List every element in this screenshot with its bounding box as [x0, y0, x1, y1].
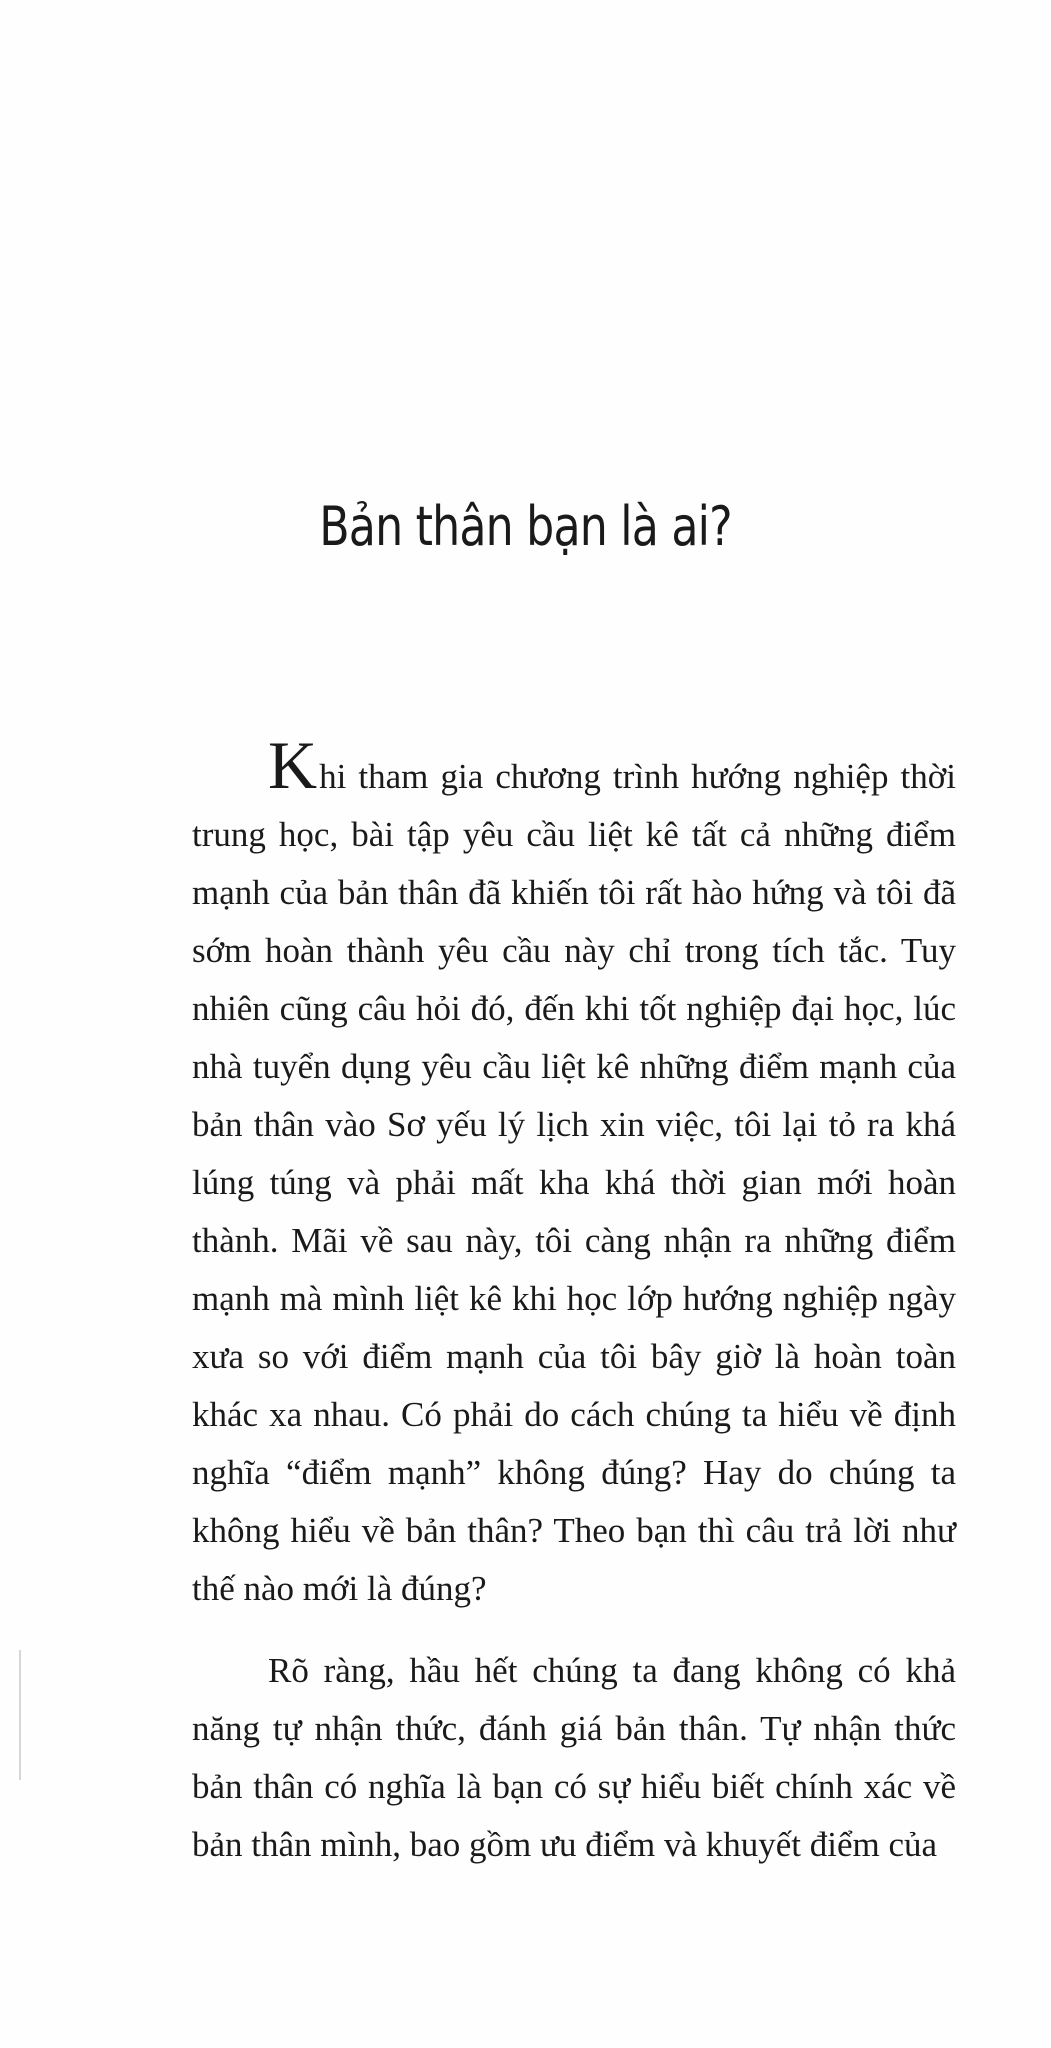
chapter-title: Bản thân bạn là ai?	[319, 495, 732, 558]
drop-cap: K	[268, 727, 318, 803]
paragraph-first-text: hi tham gia chương trình hướng nghiệp thời trung học, bài tập yêu cầu liệt kê tất cả những điểm mạnh của bản thân đã khiến tôi rất hào hứng và tôi đã sớm hoàn thành yêu cầu này chỉ trong tích tắc. Tuy nhiên cũng câu hỏi đó, đến khi tốt nghiệp đại học, lúc nhà tuyển dụng yêu cầu liệt kê những điểm mạnh của bản thân vào Sơ yếu lý lịch xin việc, tôi lại tỏ ra khá lúng túng và phải mất kha khá thời gian mới hoàn thành. Mãi về sau này, tôi càng nhận ra những điểm mạnh mà mình liệt kê khi học lớp hướng nghiệp ngày xưa so với điểm mạnh của tôi bây giờ là hoàn toàn khác xa nhau. Có phải do cách chúng ta hiểu về định nghĩa “điểm mạnh” không đúng? Hay do chúng ta không hiểu về bản thân? Theo bạn thì câu trả lời như thế nào mới là đúng?	[192, 757, 956, 1608]
scan-margin-line	[19, 1650, 21, 1780]
paragraph-second: Rõ ràng, hầu hết chúng ta đang không có khả năng tự nhận thức, đánh giá bản thân. Tự nhận thức bản thân có nghĩa là bạn có sự hiểu biết chính xác về bản thân mình, bao gồm ưu điểm và khuyết điểm của	[192, 1651, 956, 1864]
paragraph-first	[192, 727, 956, 1618]
